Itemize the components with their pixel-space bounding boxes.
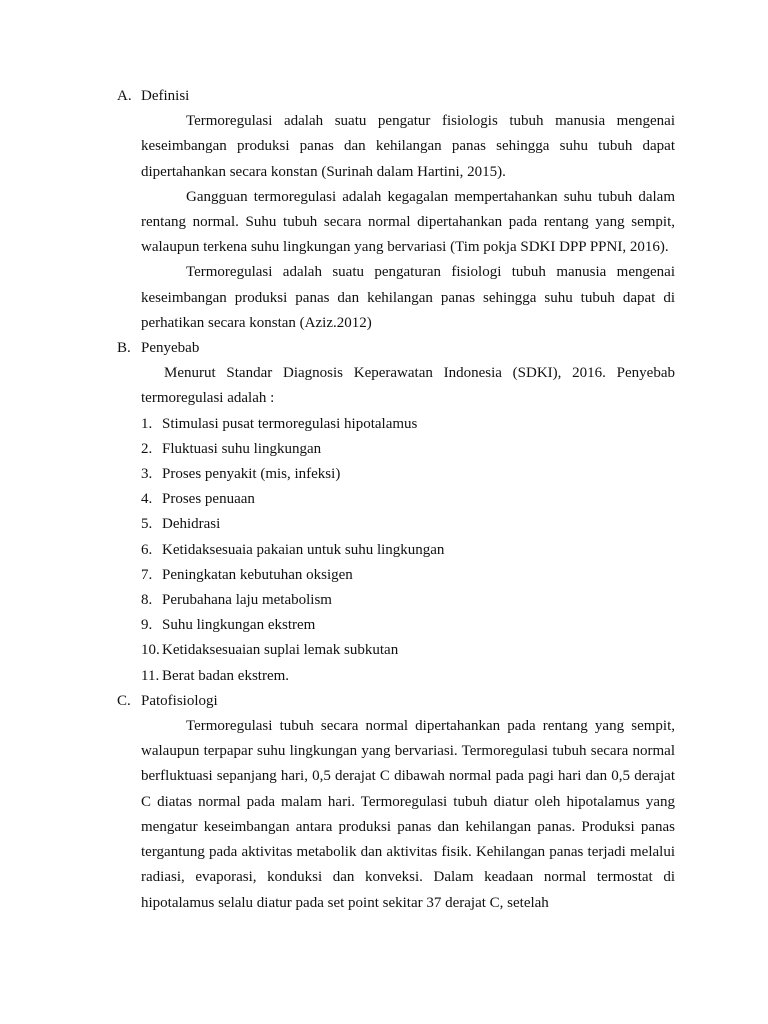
section-a-heading <box>117 84 675 109</box>
list-item <box>141 563 675 588</box>
list-item-number: 4. <box>141 491 153 508</box>
list-item <box>141 462 675 487</box>
list-item-number: 10. <box>141 642 160 659</box>
list-item-number: 7. <box>141 566 153 583</box>
list-item-number: 2. <box>141 440 153 457</box>
section-b-heading <box>117 336 675 361</box>
list-item-number: 1. <box>141 415 153 432</box>
list-item-text: Ketidaksesuaia pakaian untuk suhu lingkungan <box>162 541 445 558</box>
section-c-heading <box>117 689 675 714</box>
list-item-text: Perubahana laju metabolism <box>162 592 332 609</box>
list-item-text: Stimulasi pusat termoregulasi hipotalamus <box>162 415 418 432</box>
list-item <box>141 437 675 462</box>
list-item-number: 6. <box>141 541 153 558</box>
list-item-number: 8. <box>141 592 153 609</box>
section-b-title: Penyebab <box>141 340 200 357</box>
list-item <box>141 588 675 613</box>
section-c-title: Patofisiologi <box>141 692 218 709</box>
list-item <box>141 664 675 689</box>
list-item-text: Ketidaksesuaian suplai lemak subkutan <box>162 642 399 659</box>
list-item-number: 9. <box>141 617 153 634</box>
section-a-title: Definisi <box>141 88 190 104</box>
list-item-text: Berat badan ekstrem. <box>162 667 290 684</box>
section-a-paragraph-1: Termoregulasi adalah suatu pengatur fisiologis tubuh manusia mengenai keseimbangan produksi panas dan kehilangan panas sehingga suhu tubuh dapat dipertahankan secara konstan (Surinah dalam Hartini, 2015). <box>141 113 675 180</box>
list-item <box>141 638 675 663</box>
document-body <box>117 84 675 916</box>
list-item-text: Proses penyakit (mis, infeksi) <box>162 466 341 483</box>
cause-list <box>141 412 675 689</box>
list-item-text: Fluktuasi suhu lingkungan <box>162 440 322 457</box>
section-b-intro: Menurut Standar Diagnosis Keperawatan Indonesia (SDKI), 2016. Penyebab termoregulasi adalah : <box>141 365 675 407</box>
list-item <box>141 538 675 563</box>
list-item-number: 5. <box>141 516 153 533</box>
list-item <box>141 487 675 512</box>
list-item-text: Proses penuaan <box>162 491 255 508</box>
section-a-paragraph-3: Termoregulasi adalah suatu pengaturan fisiologi tubuh manusia mengenai keseimbangan produksi panas dan kehilangan panas sehingga suhu tubuh dapat di perhatikan secara konstan (Aziz.2012) <box>141 264 675 331</box>
list-item-text: Suhu lingkungan ekstrem <box>162 617 316 634</box>
list-item <box>141 512 675 537</box>
list-item <box>141 412 675 437</box>
list-item-number: 11. <box>141 667 160 684</box>
list-item-text: Dehidrasi <box>162 516 221 533</box>
list-item-text: Peningkatan kebutuhan oksigen <box>162 566 353 583</box>
section-c-letter: C. <box>117 692 131 709</box>
section-c-paragraph: Termoregulasi tubuh secara normal dipertahankan pada rentang yang sempit, walaupun terpapar suhu lingkungan yang bervariasi. Termoregulasi tubuh secara normal berfluktuasi sepanjang hari, 0,5 derajat C dibawah normal pada pagi hari dan 0,5 derajat C diatas normal pada malam hari. Termoregulasi tubuh diatur oleh hipotalamus yang mengatur keseimbangan antara produksi panas dan kehilangan panas. Produksi panas tergantung pada aktivitas metabolik dan aktivitas fisik. Kehilangan panas terjadi melalui radiasi, evaporasi, konduksi dan konveksi. Dalam keadaan normal termostat di hipotalamus selalu diatur pada set point sekitar 37 derajat C, setelah <box>141 718 675 911</box>
section-b-letter: B. <box>117 340 131 357</box>
list-item <box>141 613 675 638</box>
section-a-letter: A. <box>117 88 132 104</box>
list-item-number: 3. <box>141 466 153 483</box>
section-a-paragraph-2: Gangguan termoregulasi adalah kegagalan mempertahankan suhu tubuh dalam rentang normal. Suhu tubuh secara normal dipertahankan pada rentang yang sempit, walaupun terkena suhu lingkungan yang bervariasi (Tim pokja SDKI DPP PPNI, 2016). <box>141 188 675 256</box>
